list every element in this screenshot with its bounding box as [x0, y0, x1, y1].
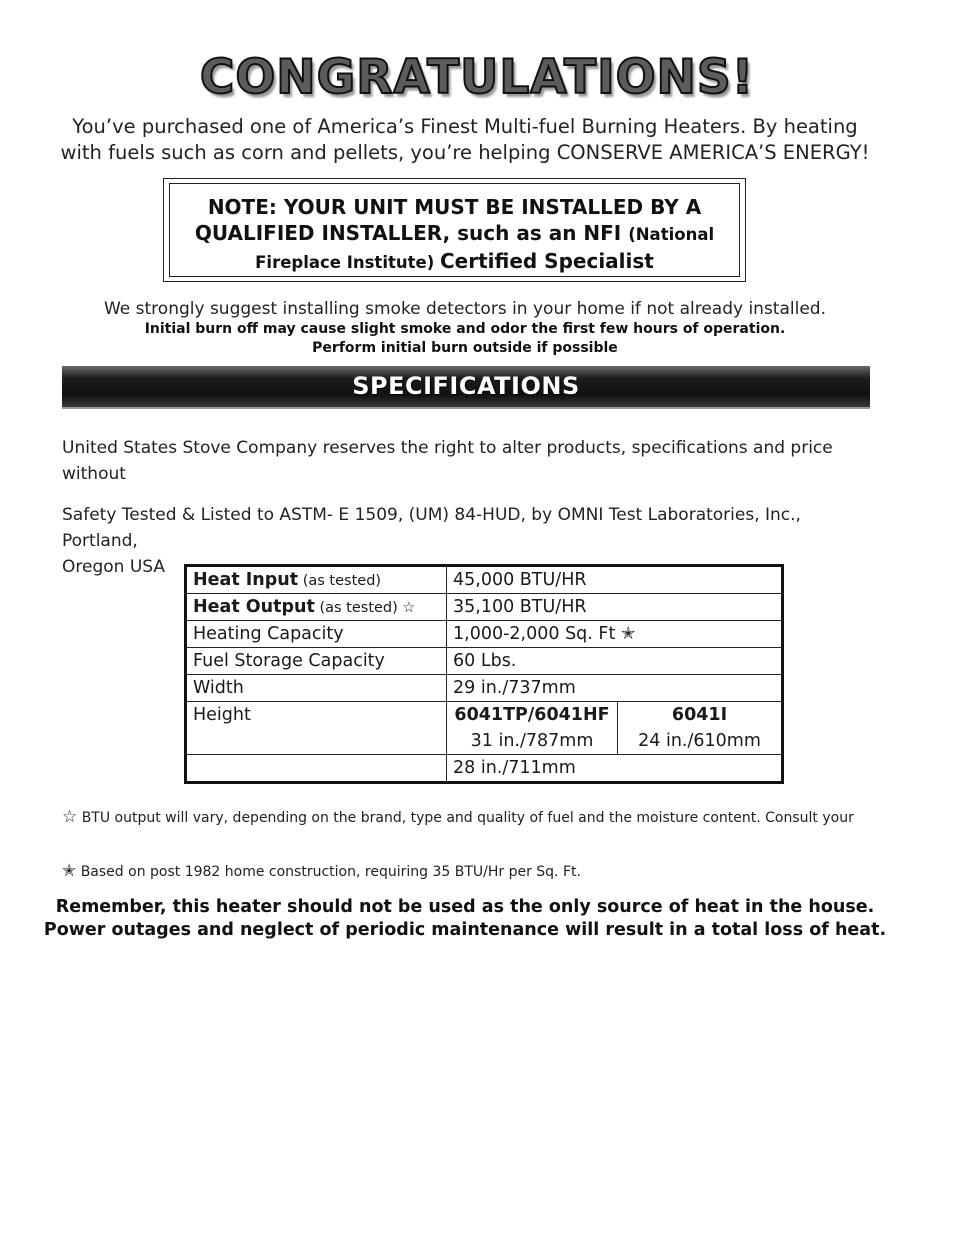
- intro-line-2: with fuels such as corn and pellets, you’re helping CONSERVE AMERICA’S ENERGY!: [60, 141, 870, 164]
- heat-output-label: Heat Output: [193, 597, 315, 617]
- height-subtable: [447, 702, 781, 754]
- note-line-2: [170, 220, 739, 248]
- table-row: [186, 621, 783, 648]
- height-label: Height: [186, 702, 447, 755]
- intro-line-1: You’ve purchased one of America’s Finest Multi-fuel Burning Heaters. By heating: [72, 115, 858, 138]
- note-line-3: [170, 248, 739, 276]
- table-row: [186, 702, 783, 755]
- note-line-3-small: Fireplace Institute): [255, 253, 440, 272]
- filled-star-icon: ✭: [62, 861, 77, 881]
- heat-source-reminder: [0, 896, 930, 942]
- note-line-1: NOTE: YOUR UNIT MUST BE INSTALLED BY A: [207, 195, 702, 219]
- outline-star-icon: ☆: [62, 807, 78, 827]
- table-row: [186, 594, 783, 621]
- width-label: Width: [186, 675, 447, 702]
- installer-note-inner: [169, 183, 740, 277]
- burn-off-line-1: Initial burn off may cause slight smoke and odor the first few hours of operation.: [144, 321, 786, 337]
- heat-input-label: Heat Input: [193, 570, 299, 590]
- heat-input-label-cell: [186, 566, 447, 594]
- table-row: [186, 675, 783, 702]
- installer-note-box: [163, 178, 746, 282]
- heat-input-value: 45,000 BTU/HR: [447, 566, 783, 594]
- intro-text: [0, 114, 930, 166]
- fuel-storage-label: Fuel Storage Capacity: [186, 648, 447, 675]
- reserve-rights-text: United States Stove Company reserves the right to alter products, specifications and price without: [62, 438, 833, 484]
- heat-output-label-cell: [186, 594, 447, 621]
- smoke-detector-suggestion: We strongly suggest installing smoke detectors in your home if not already installed.: [103, 299, 826, 319]
- burn-off-warning: [0, 320, 930, 358]
- width-value: 29 in./737mm: [447, 675, 783, 702]
- height-model-a: 6041TP/6041HF: [447, 702, 618, 728]
- table-row: [186, 648, 783, 675]
- note-line-3-main: Certified Specialist: [439, 249, 654, 273]
- btu-output-footnote-text: BTU output will vary, depending on the brand, type and quality of fuel and the moisture content. Consult your: [77, 810, 854, 826]
- reminder-line-1: Remember, this heater should not be used as the only source of heat in the house.: [55, 897, 875, 917]
- heat-output-note: (as tested) ☆: [314, 600, 416, 616]
- height-models-row: [447, 702, 781, 728]
- height-values-cell: [447, 702, 783, 755]
- note-line-2-small: (National: [628, 225, 715, 244]
- fuel-storage-value: 60 Lbs.: [447, 648, 783, 675]
- heat-output-value: 35,100 BTU/HR: [447, 594, 783, 621]
- height-value-a: 31 in./787mm: [447, 728, 618, 754]
- specifications-table: [184, 564, 784, 784]
- height-value-b: 24 in./610mm: [638, 731, 761, 751]
- height-values-row: [447, 728, 781, 754]
- specifications-heading: SPECIFICATIONS: [62, 366, 870, 409]
- table-row: [186, 566, 783, 594]
- note-line-2-main: QUALIFIED INSTALLER, such as an NFI: [194, 221, 629, 245]
- depth-value: 28 in./711mm: [447, 755, 783, 783]
- capacity-footnote: [62, 862, 912, 881]
- btu-output-footnote: [62, 808, 912, 827]
- height-model-b: 6041I: [671, 705, 728, 725]
- depth-label: [186, 755, 447, 783]
- heating-capacity-value: 1,000-2,000 Sq. Ft ✭: [447, 621, 783, 648]
- page-title: CONGRATULATIONS!: [199, 50, 755, 105]
- table-row: [186, 755, 783, 783]
- capacity-footnote-text: Based on post 1982 home construction, requiring 35 BTU/Hr per Sq. Ft.: [76, 864, 581, 880]
- safety-tested-line-2: Oregon USA: [62, 557, 166, 577]
- heating-capacity-label: Heating Capacity: [186, 621, 447, 648]
- reminder-line-2: Power outages and neglect of periodic maintenance will result in a total loss of heat.: [43, 920, 887, 940]
- safety-tested-line-1: Safety Tested & Listed to ASTM- E 1509, (UM) 84-HUD, by OMNI Test Laboratories, Inc., Portland,: [62, 505, 801, 551]
- burn-off-line-2: Perform initial burn outside if possible: [312, 340, 618, 356]
- heat-input-note: (as tested): [298, 573, 382, 589]
